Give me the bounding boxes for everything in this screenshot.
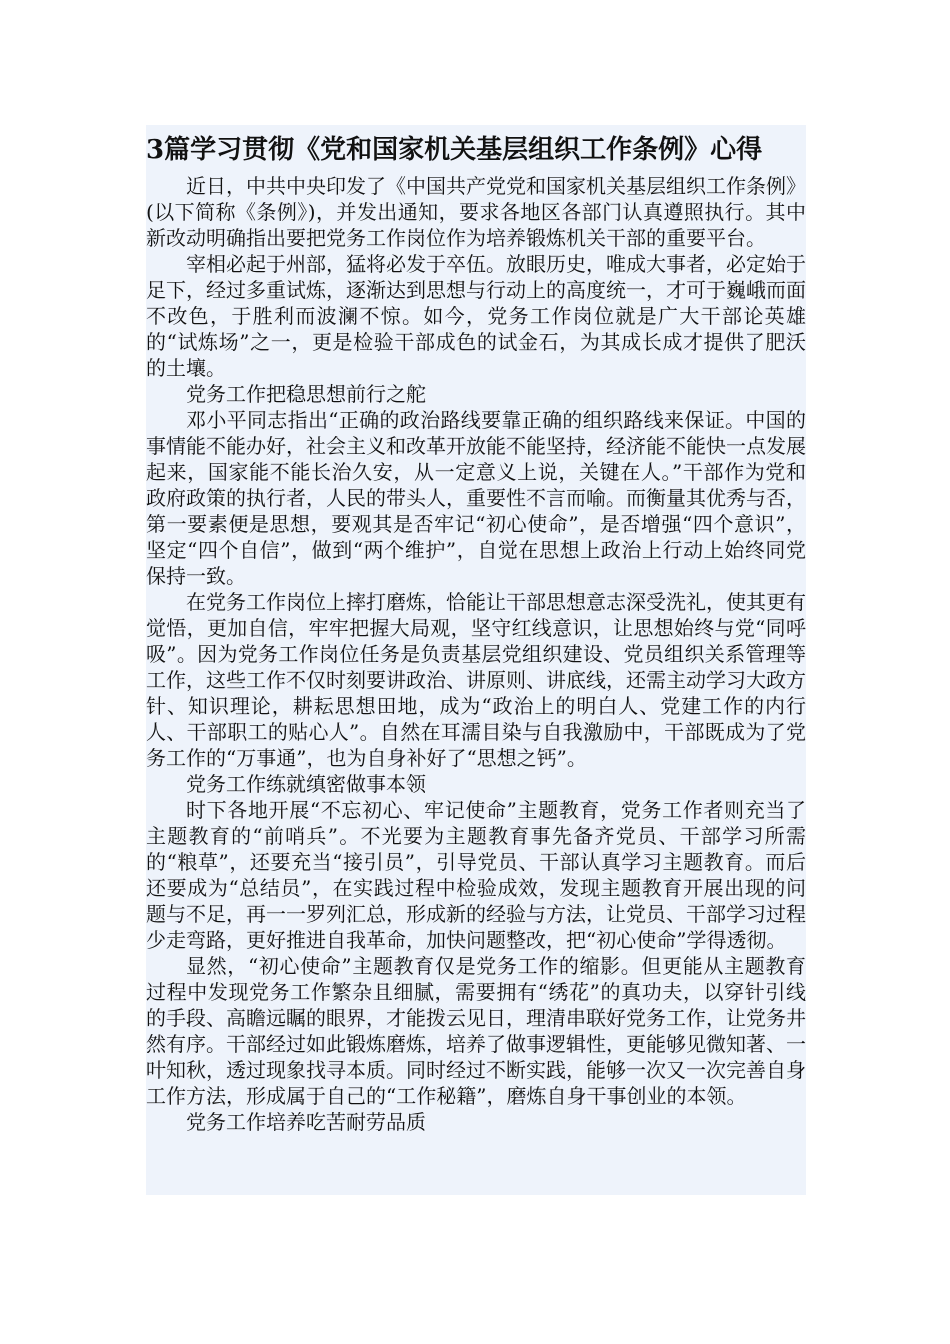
paragraph-intro: 近日，中共中央印发了《中国共产党党和国家机关基层组织工作条例》(以下简称《条例》)，并发出通知，要求各地区各部门认真遵照执行。其中新改动明确指出要把党务工作岗位作为培养锻炼机关干部的重要平台。: [146, 174, 806, 250]
section-heading-skills: 党务工作练就缜密做事本领: [186, 772, 426, 796]
paragraph-history: 宰相必起于州部，猛将必发于卒伍。放眼历史，唯成大事者，必定始于足下，经过多重试炼，逐渐达到思想与行动上的高度统一，才可于巍峨而面不改色，于胜利而波澜不惊。如今，党务工作岗位就是广大干部论英雄的“试炼场”之一，更是检验干部成色的试金石，为其成长成才提供了肥沃的土壤。: [146, 252, 806, 380]
paragraph-theme-education: 时下各地开展“不忘初心、牢记使命”主题教育，党务工作者则充当了主题教育的“前哨兵”。不光要为主题教育事先备齐党员、干部学习所需的“粮草”，还要充当“接引员”，引导党员、干部认真学习主题教育。而后还要成为“总结员”，在实践过程中检验成效，发现主题教育开展出现的问题与不足，再一一罗列汇总，形成新的经验与方法，让党员、干部学习过程少走弯路，更好推进自我革命，加快问题整改，把“初心使命”学得透彻。: [146, 798, 806, 952]
section-heading-hardship: 党务工作培养吃苦耐劳品质: [186, 1110, 426, 1134]
document-title: 3篇学习贯彻《党和国家机关基层组织工作条例》心得: [146, 135, 763, 165]
document-page: [146, 125, 806, 1195]
paragraph-work-methods: 显然，“初心使命”主题教育仅是党务工作的缩影。但更能从主题教育过程中发现党务工作繁杂且细腻，需要拥有“绣花”的真功夫，以穿针引线的手段、高瞻远瞩的眼界，才能拨云见日，理清串联好党务工作，让党务井然有序。干部经过如此锻炼磨炼，培养了做事逻辑性，更能够见微知著、一叶知秋，透过现象找寻本质。同时经过不断实践，能够一次又一次完善自身工作方法，形成属于自己的“工作秘籍”，磨炼自身干事创业的本领。: [146, 954, 806, 1108]
paragraph-training: 在党务工作岗位上摔打磨炼，恰能让干部思想意志深受洗礼，使其更有觉悟，更加自信，牢牢把握大局观，坚守红线意识，让思想始终与党“同呼吸”。因为党务工作岗位任务是负责基层党组织建设、党员组织关系管理等工作，这些工作不仅时刻要讲政治、讲原则、讲底线，还需主动学习大政方针、知识理论，耕耘思想田地，成为“政治上的明白人、党建工作的内行人、干部职工的贴心人”。自然在耳濡目染与自我激励中，干部既成为了党务工作的“万事通”，也为自身补好了“思想之钙”。: [146, 590, 806, 770]
paragraph-deng-quote: 邓小平同志指出“正确的政治路线要靠正确的组织路线来保证。中国的事情能不能办好，社会主义和改革开放能不能坚持，经济能不能快一点发展起来，国家能不能长治久安，从一定意义上说，关键在人。”干部作为党和政府政策的执行者，人民的带头人，重要性不言而喻。而衡量其优秀与否，第一要素便是思想，要观其是否牢记“初心使命”，是否增强“四个意识”，坚定“四个自信”，做到“两个维护”，自觉在思想上政治上行动上始终同党保持一致。: [146, 408, 806, 588]
section-heading-thought: 党务工作把稳思想前行之舵: [186, 382, 426, 406]
